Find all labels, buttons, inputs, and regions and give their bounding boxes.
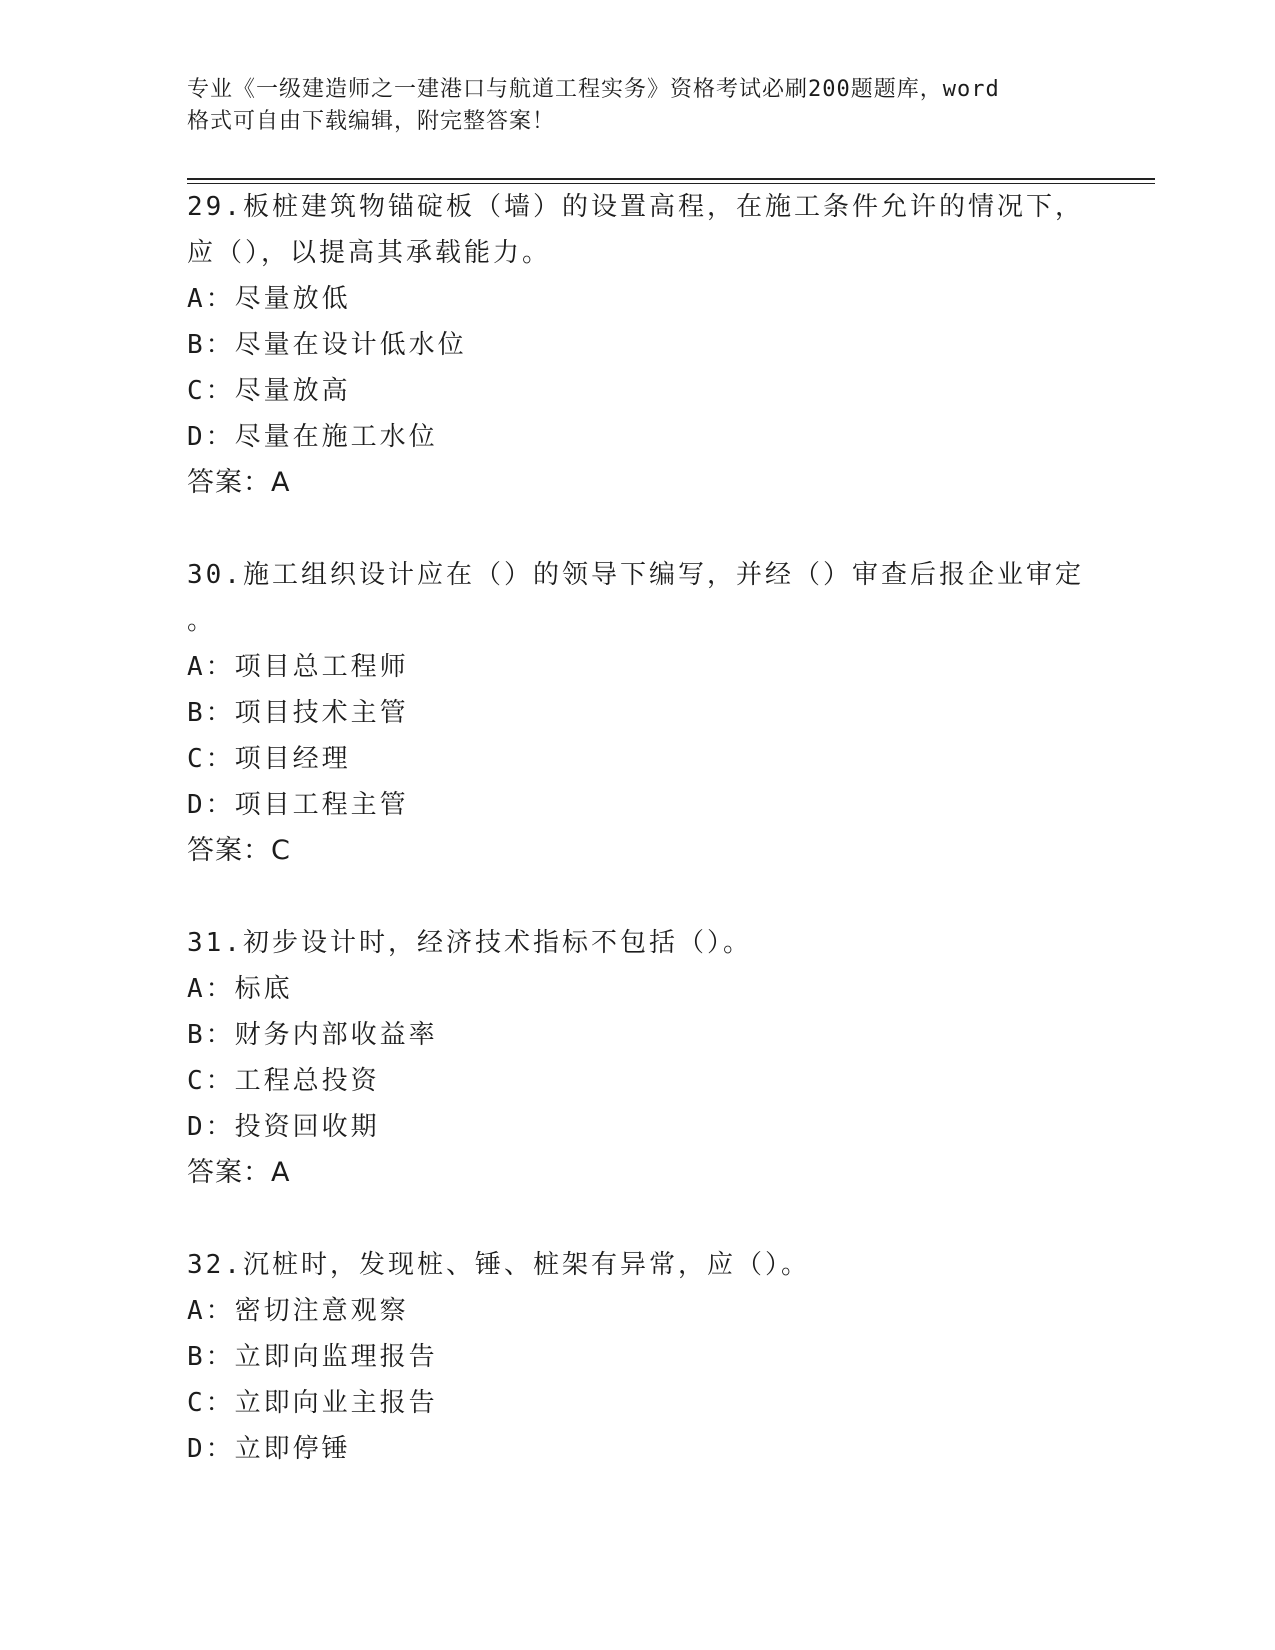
option-d: D：项目工程主管 (187, 790, 409, 820)
document-header (187, 74, 1067, 138)
question-stem-line: 29.板桩建筑物锚碇板（墙）的设置高程，在施工条件允许的情况下， (187, 192, 1084, 222)
option-c: C：尽量放高 (187, 376, 351, 406)
option-d: D：投资回收期 (187, 1112, 380, 1142)
header-line-1: 专业《一级建造师之一建港口与航道工程实务》资格考试必刷200题题库，word (187, 77, 1000, 102)
option-d: D：立即停锤 (187, 1434, 351, 1464)
question-30 (187, 552, 1107, 874)
answer-line: 答案：C (187, 835, 291, 866)
option-c: C：项目经理 (187, 744, 351, 774)
question-32 (187, 1242, 1107, 1472)
answer-line: 答案：A (187, 467, 291, 498)
question-29 (187, 184, 1107, 506)
option-a: A：密切注意观察 (187, 1296, 409, 1326)
question-stem-line: 31.初步设计时，经济技术指标不包括（）。 (187, 928, 752, 958)
question-stem-line: 应（），以提高其承载能力。 (187, 238, 552, 268)
question-stem-line: 30.施工组织设计应在（）的领导下编写，并经（）审查后报企业审定 (187, 560, 1084, 590)
option-b: B：立即向监理报告 (187, 1342, 438, 1372)
option-b: B：财务内部收益率 (187, 1020, 438, 1050)
question-31 (187, 920, 1107, 1196)
option-a: A：项目总工程师 (187, 652, 409, 682)
option-d: D：尽量在施工水位 (187, 422, 438, 452)
option-c: C：立即向业主报告 (187, 1388, 438, 1418)
question-stem-line: 32.沉桩时，发现桩、锤、桩架有异常，应（）。 (187, 1250, 810, 1280)
answer-line: 答案：A (187, 1157, 291, 1188)
option-a: A：尽量放低 (187, 284, 351, 314)
header-line-2: 格式可自由下载编辑，附完整答案！ (187, 109, 556, 134)
question-stem-line: 。 (187, 606, 217, 636)
header-divider-thick (187, 178, 1155, 180)
option-a: A：标底 (187, 974, 293, 1004)
option-c: C：工程总投资 (187, 1066, 380, 1096)
option-b: B：尽量在设计低水位 (187, 330, 467, 360)
option-b: B：项目技术主管 (187, 698, 409, 728)
